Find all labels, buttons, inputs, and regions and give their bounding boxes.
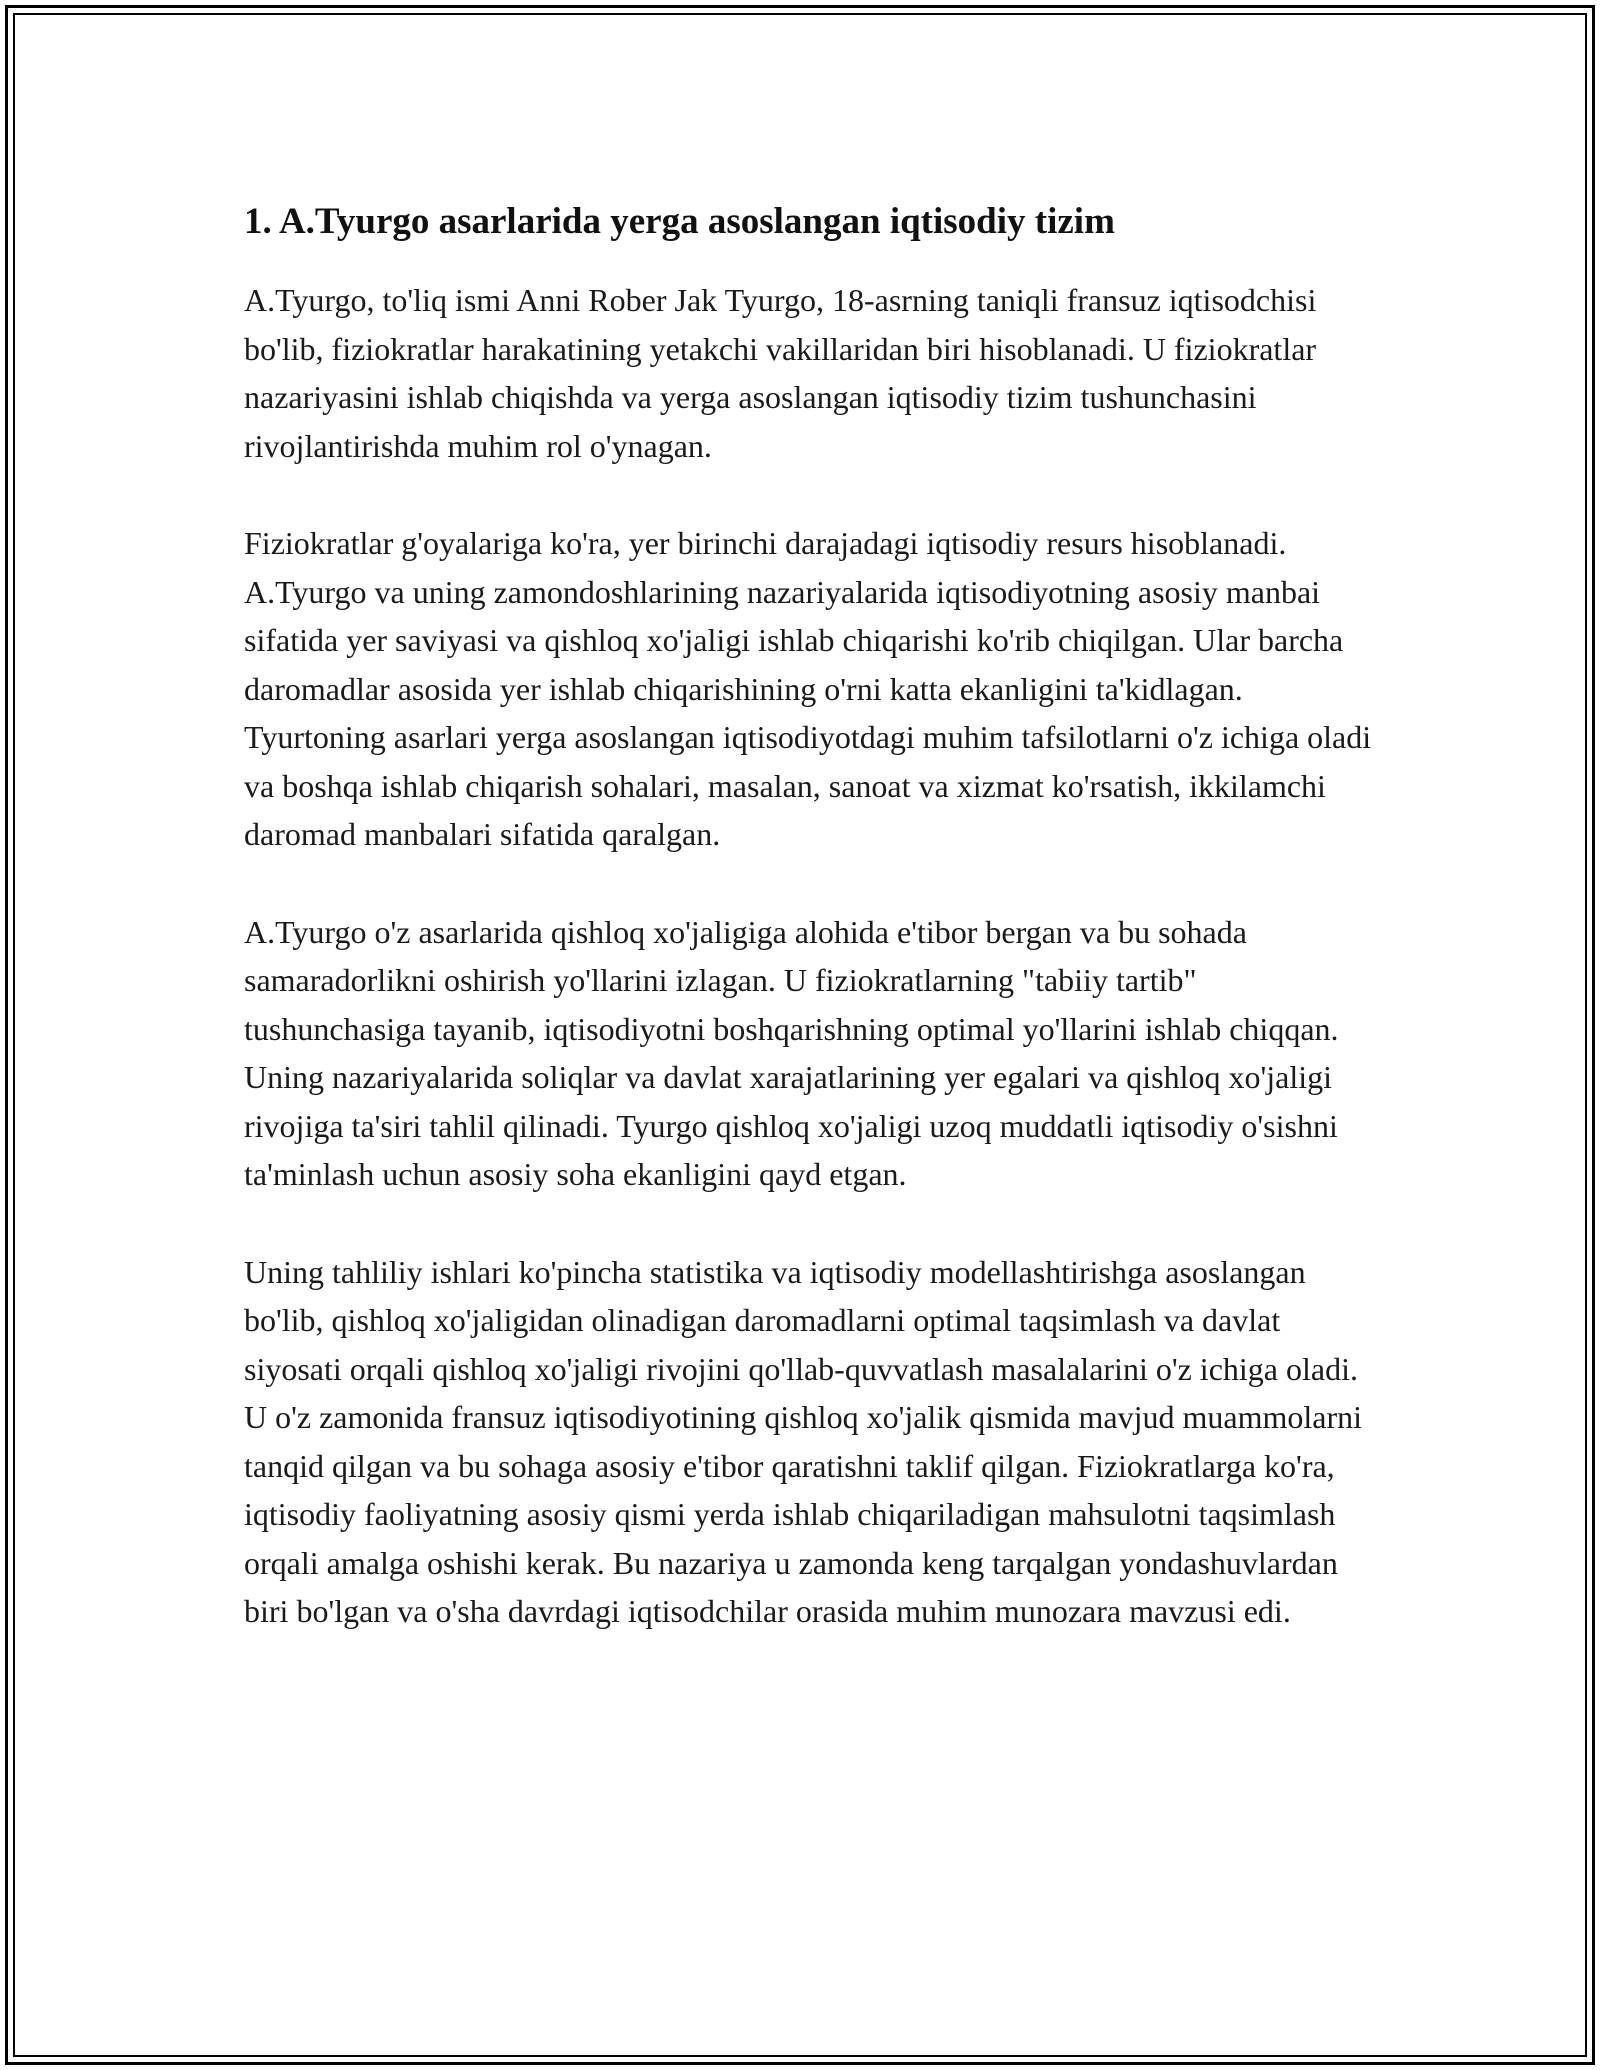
paragraph-4: Uning tahliliy ishlari ko'pincha statistika va iqtisodiy modellashtirishga asoslangan bo'lib, qishloq xo'jaligidan olinadigan daromadlarni optimal taqsimlash va davlat siyosati orqali qishloq xo'jaligi rivojini qo'llab-quvvatlash masalalarini o'z ichiga oladi. U o'z zamonida fransuz iqtisodiyotining qishloq xo'jalik qismida mavjud muammolarni tanqid qilgan va bu sohaga asosiy e'tibor qaratishni taklif qilgan. Fiziokratlarga ko'ra, iqtisodiy faoliyatning asosiy qismi yerda ishlab chiqariladigan mahsulotni taqsimlash orqali amalga oshishi kerak. Bu nazariya u zamonda keng tarqalgan yondashuvlardan biri bo'lgan va o'sha davrdagi iqtisodchilar orasida muhim munozara mavzusi edi. [244,1253,1363,1629]
paragraph-1: A.Tyurgo, to'liq ismi Anni Rober Jak Tyurgo, 18-asrning taniqli fransuz iqtisodchisi bo'lib, fiziokratlar harakatining yetakchi vakillaridan biri hisoblanadi. U fiziokratlar nazariyasini ishlab chiqishda va yerga asoslangan iqtisodiy tizim tushunchasini rivojlantirishda muhim rol o'ynagan. [244,282,1317,464]
paragraph-2: Fiziokratlar g'oyalariga ko'ra, yer birinchi darajadagi iqtisodiy resurs hisoblanadi. A.Tyurgo va uning zamondoshlarining nazariyalarida iqtisodiyotning asosiy manbai sifatida yer saviyasi va qishloq xo'jaligi ishlab chiqarishi ko'rib chiqilgan. Ular barcha daromadlar asosida yer ishlab chiqarishining o'rni katta ekanligini ta'kidlagan. Tyurtoning asarlari yerga asoslangan iqtisodiyotdagi muhim tafsilotlarni o'z ichiga oladi va boshqa ishlab chiqarish sohalari, masalan, sanoat va xizmat ko'rsatish, ikkilamchi daromad manbalari sifatida qaralgan. [244,525,1372,852]
section-heading: 1. A.Tyurgo asarlarida yerga asoslangan iqtisodiy tizim [244,201,1115,242]
page-frame [5,5,1595,2065]
document-content [244,194,1384,1685]
paragraph-3: A.Tyurgo o'z asarlarida qishloq xo'jaligiga alohida e'tibor bergan va bu sohada samaradorlikni oshirish yo'llarini izlagan. U fiziokratlarning "tabiiy tartib" tushunchasiga tayanib, iqtisodiyotni boshqarishning optimal yo'llarini ishlab chiqqan. Uning nazariyalarida soliqlar va davlat xarajatlarining yer egalari va qishloq xo'jaligi rivojiga ta'siri tahlil qilinadi. Tyurgo qishloq xo'jaligi uzoq muddatli iqtisodiy o'sishni ta'minlash uchun asosiy soha ekanligini qayd etgan. [244,913,1339,1192]
